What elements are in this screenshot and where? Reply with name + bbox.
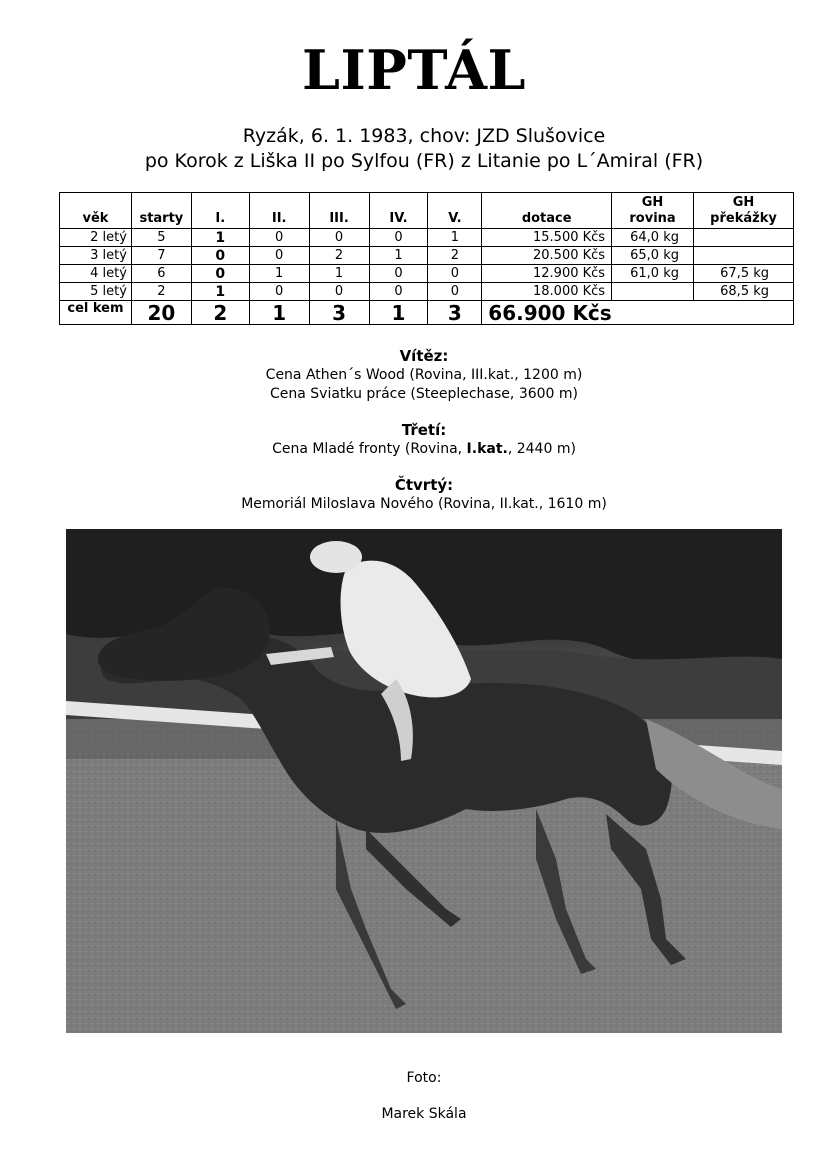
- cell-place-1: 1: [191, 283, 249, 301]
- total-place-1: 2: [191, 301, 249, 325]
- cell-place-3: 2: [309, 247, 369, 265]
- cell-gh-jump: 67,5 kg: [693, 265, 793, 283]
- table-header-row: [60, 193, 794, 229]
- horse-pedigree-line: po Korok z Liška II po Sylfou (FR) z Litanie po L´Amiral (FR): [144, 150, 704, 172]
- cell-place-1: 0: [191, 265, 249, 283]
- winner-race-1: Cena Athen´s Wood (Rovina, III.kat., 1200 m): [265, 367, 583, 383]
- cell-earnings: 20.500 Kčs: [482, 247, 612, 265]
- header-place-3: III.: [309, 193, 369, 229]
- cell-age: 4 letý: [60, 265, 132, 283]
- cell-place-2: 0: [249, 229, 309, 247]
- header-earnings: dotace: [482, 193, 612, 229]
- table-row: [60, 283, 794, 301]
- total-place-3: 3: [309, 301, 369, 325]
- table-row: [60, 229, 794, 247]
- cell-starts: 5: [131, 229, 191, 247]
- cell-gh-flat: 61,0 kg: [612, 265, 694, 283]
- cell-earnings: 12.900 Kčs: [482, 265, 612, 283]
- header-age: věk: [60, 193, 132, 229]
- header-gh-jump-bottom: překážky: [710, 211, 777, 226]
- header-gh-jump-top: GH: [732, 195, 755, 210]
- total-place-4: 1: [369, 301, 428, 325]
- fourth-section: [0, 476, 828, 514]
- header-gh-flat: [612, 193, 694, 229]
- cell-place-5: 0: [428, 265, 482, 283]
- cell-age: 3 letý: [60, 247, 132, 265]
- header-gh-flat-bottom: rovina: [629, 211, 676, 226]
- cell-starts: 2: [131, 283, 191, 301]
- cell-gh-flat: [612, 283, 694, 301]
- total-starts: 20: [131, 301, 191, 325]
- cell-place-2: 1: [249, 265, 309, 283]
- cell-earnings: 18.000 Kčs: [482, 283, 612, 301]
- cell-place-3: 1: [309, 265, 369, 283]
- cell-gh-flat: 64,0 kg: [612, 229, 694, 247]
- third-race-distance: , 2440 m): [507, 441, 576, 457]
- total-label: cel kem: [60, 301, 132, 325]
- cell-place-4: 0: [369, 229, 428, 247]
- total-place-2: 1: [249, 301, 309, 325]
- cell-earnings: 15.500 Kčs: [482, 229, 612, 247]
- cell-gh-jump: 68,5 kg: [693, 283, 793, 301]
- header-place-5: V.: [428, 193, 482, 229]
- cell-place-3: 0: [309, 229, 369, 247]
- fourth-race: Memoriál Miloslava Nového (Rovina, II.kat., 1610 m): [241, 496, 607, 512]
- cell-place-2: 0: [249, 283, 309, 301]
- cell-age: 5 letý: [60, 283, 132, 301]
- third-race-category: I.kat.: [466, 441, 508, 457]
- table-total-row: [60, 301, 794, 325]
- cell-gh-jump: [693, 229, 793, 247]
- third-race: [0, 440, 828, 459]
- cell-place-5: 2: [428, 247, 482, 265]
- total-earnings: 66.900 Kčs: [482, 301, 794, 325]
- horse-origin-line: Ryzák, 6. 1. 1983, chov: JZD Slušovice: [242, 125, 606, 147]
- winner-race-2: Cena Sviatku práce (Steeplechase, 3600 m): [270, 386, 578, 402]
- photo-credit-label: Foto:: [406, 1070, 442, 1086]
- cell-place-2: 0: [249, 247, 309, 265]
- table-row: [60, 265, 794, 283]
- header-place-2: II.: [249, 193, 309, 229]
- cell-place-1: 0: [191, 247, 249, 265]
- header-gh-jump: [693, 193, 793, 229]
- cell-place-4: 0: [369, 283, 428, 301]
- photographer-name: Marek Skála: [381, 1106, 467, 1122]
- winner-heading: Vítěz:: [399, 347, 449, 365]
- cell-place-4: 0: [369, 265, 428, 283]
- third-section: [0, 421, 828, 459]
- cell-starts: 6: [131, 265, 191, 283]
- winner-section: [0, 347, 828, 404]
- header-place-4: IV.: [369, 193, 428, 229]
- racehorse-photo: [66, 529, 782, 1033]
- cell-gh-jump: [693, 247, 793, 265]
- cell-place-5: 1: [428, 229, 482, 247]
- header-place-1: I.: [191, 193, 249, 229]
- cell-gh-flat: 65,0 kg: [612, 247, 694, 265]
- third-race-text: Cena Mladé fronty (Rovina,: [272, 441, 467, 457]
- total-place-5: 3: [428, 301, 482, 325]
- cell-starts: 7: [131, 247, 191, 265]
- race-statistics-table: [59, 192, 794, 325]
- header-gh-flat-top: GH: [641, 195, 664, 210]
- cell-place-1: 1: [191, 229, 249, 247]
- cell-place-3: 0: [309, 283, 369, 301]
- cell-place-5: 0: [428, 283, 482, 301]
- cell-place-4: 1: [369, 247, 428, 265]
- table-row: [60, 247, 794, 265]
- cell-age: 2 letý: [60, 229, 132, 247]
- header-starts: starty: [131, 193, 191, 229]
- fourth-heading: Čtvrtý:: [394, 476, 454, 494]
- horse-name-title: LIPTÁL: [302, 38, 526, 102]
- third-heading: Třetí:: [401, 421, 447, 439]
